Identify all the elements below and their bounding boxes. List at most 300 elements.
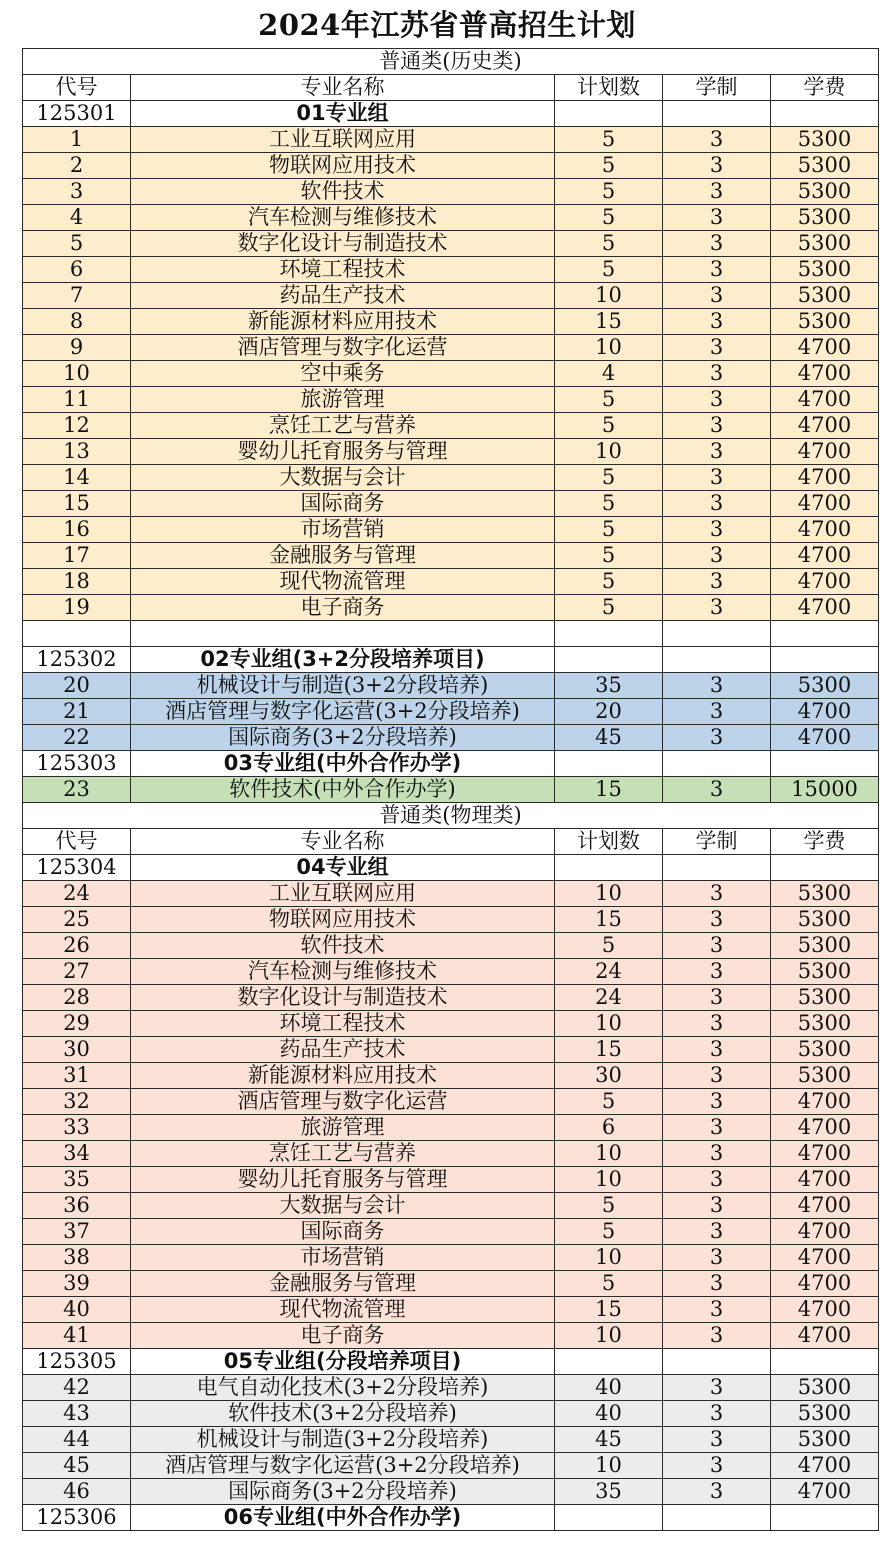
cell-code: 36: [23, 1193, 131, 1219]
table-row: [23, 1115, 879, 1141]
table-row: [23, 699, 879, 725]
cell-fee: 5300: [771, 985, 879, 1011]
group-name: 05专业组(分段培养项目): [131, 1349, 555, 1375]
cell-fee: 4700: [771, 1115, 879, 1141]
page-title: 2024年江苏省普高招生计划: [258, 8, 636, 42]
cell-fee: 4700: [771, 1167, 879, 1193]
cell-plan: 40: [555, 1401, 663, 1427]
table-row: [23, 1245, 879, 1271]
cell-plan: 10: [555, 1245, 663, 1271]
spacer-cell: [23, 621, 131, 647]
table-row: [23, 283, 879, 309]
cell-code: 42: [23, 1375, 131, 1401]
group-empty-cell: [771, 1349, 879, 1375]
table-row: [23, 543, 879, 569]
cell-years: 3: [663, 387, 771, 413]
cell-years: 3: [663, 1193, 771, 1219]
cell-years: 3: [663, 985, 771, 1011]
header-years: 学制: [663, 75, 771, 101]
cell-plan: 5: [555, 543, 663, 569]
header-fee: 学费: [771, 75, 879, 101]
cell-name: 药品生产技术: [131, 283, 555, 309]
group-code: 125306: [23, 1505, 131, 1531]
table-row: [23, 1011, 879, 1037]
cell-years: 3: [663, 569, 771, 595]
cell-fee: 5300: [771, 959, 879, 985]
group-empty-cell: [663, 751, 771, 777]
cell-code: 27: [23, 959, 131, 985]
cell-years: 3: [663, 1089, 771, 1115]
cell-code: 8: [23, 309, 131, 335]
cell-code: 18: [23, 569, 131, 595]
cell-code: 10: [23, 361, 131, 387]
cell-name: 国际商务(3+2分段培养): [131, 1479, 555, 1505]
table-row: [23, 933, 879, 959]
cell-fee: 5300: [771, 881, 879, 907]
cell-years: 3: [663, 1479, 771, 1505]
table-row: [23, 569, 879, 595]
cell-plan: 45: [555, 1427, 663, 1453]
cell-name: 软件技术(中外合作办学): [131, 777, 555, 803]
cell-fee: 5300: [771, 1401, 879, 1427]
table-row: [23, 777, 879, 803]
cell-name: 软件技术(3+2分段培养): [131, 1401, 555, 1427]
group-row: [23, 101, 879, 127]
cell-code: 3: [23, 179, 131, 205]
cell-name: 酒店管理与数字化运营(3+2分段培养): [131, 699, 555, 725]
group-empty-cell: [771, 647, 879, 673]
header-row: [23, 75, 879, 101]
cell-years: 3: [663, 309, 771, 335]
cell-code: 41: [23, 1323, 131, 1349]
table-row: [23, 179, 879, 205]
cell-plan: 5: [555, 1193, 663, 1219]
cell-code: 28: [23, 985, 131, 1011]
cell-years: 3: [663, 933, 771, 959]
cell-code: 26: [23, 933, 131, 959]
cell-name: 酒店管理与数字化运营(3+2分段培养): [131, 1453, 555, 1479]
cell-name: 工业互联网应用: [131, 127, 555, 153]
cell-plan: 5: [555, 517, 663, 543]
cell-years: 3: [663, 1115, 771, 1141]
cell-name: 现代物流管理: [131, 569, 555, 595]
cell-plan: 5: [555, 205, 663, 231]
group-row: [23, 1349, 879, 1375]
cell-plan: 40: [555, 1375, 663, 1401]
cell-fee: 5300: [771, 283, 879, 309]
cell-code: 31: [23, 1063, 131, 1089]
cell-years: 3: [663, 1427, 771, 1453]
cell-years: 3: [663, 1453, 771, 1479]
cell-name: 市场营销: [131, 1245, 555, 1271]
cell-years: 3: [663, 777, 771, 803]
cell-name: 物联网应用技术: [131, 153, 555, 179]
table-row: [23, 959, 879, 985]
cell-fee: 5300: [771, 1011, 879, 1037]
table-row: [23, 1141, 879, 1167]
cell-years: 3: [663, 1297, 771, 1323]
cell-name: 国际商务: [131, 491, 555, 517]
spacer-cell: [663, 621, 771, 647]
cell-code: 39: [23, 1271, 131, 1297]
header-plan: 计划数: [555, 829, 663, 855]
cell-fee: 5300: [771, 1427, 879, 1453]
cell-years: 3: [663, 517, 771, 543]
cell-fee: 4700: [771, 725, 879, 751]
cell-plan: 45: [555, 725, 663, 751]
cell-fee: 5300: [771, 127, 879, 153]
cell-years: 3: [663, 439, 771, 465]
cell-name: 汽车检测与维修技术: [131, 205, 555, 231]
cell-fee: 4700: [771, 1297, 879, 1323]
group-empty-cell: [663, 101, 771, 127]
table-row: [23, 153, 879, 179]
cell-years: 3: [663, 127, 771, 153]
cell-years: 3: [663, 1375, 771, 1401]
cell-name: 机械设计与制造(3+2分段培养): [131, 673, 555, 699]
cell-code: 25: [23, 907, 131, 933]
cell-name: 酒店管理与数字化运营: [131, 1089, 555, 1115]
cell-code: 33: [23, 1115, 131, 1141]
cell-code: 30: [23, 1037, 131, 1063]
cell-fee: 4700: [771, 517, 879, 543]
table-row: [23, 907, 879, 933]
cell-name: 国际商务(3+2分段培养): [131, 725, 555, 751]
cell-name: 工业互联网应用: [131, 881, 555, 907]
cell-plan: 10: [555, 1141, 663, 1167]
cell-code: 38: [23, 1245, 131, 1271]
cell-years: 3: [663, 335, 771, 361]
cell-fee: 5300: [771, 907, 879, 933]
cell-plan: 10: [555, 283, 663, 309]
cell-years: 3: [663, 1011, 771, 1037]
cell-name: 电子商务: [131, 595, 555, 621]
group-name: 04专业组: [131, 855, 555, 881]
table-row: [23, 1401, 879, 1427]
cell-plan: 5: [555, 1219, 663, 1245]
cell-name: 烹饪工艺与营养: [131, 1141, 555, 1167]
cell-years: 3: [663, 1401, 771, 1427]
group-empty-cell: [555, 1349, 663, 1375]
cell-code: 1: [23, 127, 131, 153]
cell-years: 3: [663, 673, 771, 699]
header-years: 学制: [663, 829, 771, 855]
cell-years: 3: [663, 725, 771, 751]
group-name: 01专业组: [131, 101, 555, 127]
cell-name: 电子商务: [131, 1323, 555, 1349]
cell-plan: 5: [555, 413, 663, 439]
cell-fee: 4700: [771, 1193, 879, 1219]
cell-fee: 5300: [771, 153, 879, 179]
cell-code: 6: [23, 257, 131, 283]
table-row: [23, 1479, 879, 1505]
table-row: [23, 1219, 879, 1245]
cell-years: 3: [663, 1323, 771, 1349]
cell-name: 数字化设计与制造技术: [131, 231, 555, 257]
cell-name: 数字化设计与制造技术: [131, 985, 555, 1011]
cell-fee: 4700: [771, 413, 879, 439]
cell-years: 3: [663, 153, 771, 179]
cell-code: 21: [23, 699, 131, 725]
cell-code: 17: [23, 543, 131, 569]
group-name: 02专业组(3+2分段培养项目): [131, 647, 555, 673]
cell-fee: 4700: [771, 1323, 879, 1349]
cell-code: 35: [23, 1167, 131, 1193]
cell-name: 现代物流管理: [131, 1297, 555, 1323]
cell-fee: 5300: [771, 933, 879, 959]
table-row: [23, 1323, 879, 1349]
header-row: [23, 829, 879, 855]
cell-years: 3: [663, 179, 771, 205]
cell-plan: 5: [555, 127, 663, 153]
table-row: [23, 881, 879, 907]
cell-name: 婴幼儿托育服务与管理: [131, 439, 555, 465]
table-row: [23, 1453, 879, 1479]
cell-fee: 4700: [771, 335, 879, 361]
cell-plan: 24: [555, 985, 663, 1011]
cell-plan: 35: [555, 673, 663, 699]
group-empty-cell: [555, 101, 663, 127]
cell-years: 3: [663, 1063, 771, 1089]
cell-code: 43: [23, 1401, 131, 1427]
table-row: [23, 1271, 879, 1297]
group-empty-cell: [663, 647, 771, 673]
cell-code: 7: [23, 283, 131, 309]
group-code: 125301: [23, 101, 131, 127]
cell-fee: 5300: [771, 673, 879, 699]
cell-years: 3: [663, 699, 771, 725]
cell-code: 15: [23, 491, 131, 517]
section-row: [23, 803, 879, 829]
table-row: [23, 361, 879, 387]
table-row: [23, 725, 879, 751]
cell-years: 3: [663, 491, 771, 517]
cell-fee: 4700: [771, 1453, 879, 1479]
cell-years: 3: [663, 283, 771, 309]
cell-code: 44: [23, 1427, 131, 1453]
cell-plan: 15: [555, 309, 663, 335]
cell-plan: 5: [555, 933, 663, 959]
cell-years: 3: [663, 205, 771, 231]
cell-code: 45: [23, 1453, 131, 1479]
cell-code: 20: [23, 673, 131, 699]
group-empty-cell: [771, 101, 879, 127]
cell-name: 金融服务与管理: [131, 1271, 555, 1297]
table-row: [23, 1167, 879, 1193]
cell-name: 国际商务: [131, 1219, 555, 1245]
cell-plan: 24: [555, 959, 663, 985]
cell-plan: 4: [555, 361, 663, 387]
cell-plan: 30: [555, 1063, 663, 1089]
cell-code: 13: [23, 439, 131, 465]
cell-plan: 5: [555, 465, 663, 491]
cell-fee: 5300: [771, 1375, 879, 1401]
cell-plan: 10: [555, 1323, 663, 1349]
cell-name: 环境工程技术: [131, 257, 555, 283]
group-name: 03专业组(中外合作办学): [131, 751, 555, 777]
cell-fee: 5300: [771, 231, 879, 257]
cell-fee: 5300: [771, 205, 879, 231]
cell-fee: 4700: [771, 361, 879, 387]
cell-plan: 15: [555, 1037, 663, 1063]
cell-plan: 10: [555, 1167, 663, 1193]
cell-name: 软件技术: [131, 179, 555, 205]
cell-name: 大数据与会计: [131, 1193, 555, 1219]
table-row: [23, 257, 879, 283]
cell-code: 5: [23, 231, 131, 257]
cell-fee: 4700: [771, 1271, 879, 1297]
cell-plan: 5: [555, 1271, 663, 1297]
cell-plan: 20: [555, 699, 663, 725]
cell-name: 新能源材料应用技术: [131, 1063, 555, 1089]
section-label: 普通类(物理类): [23, 803, 879, 829]
cell-plan: 5: [555, 595, 663, 621]
spacer-cell: [131, 621, 555, 647]
cell-name: 烹饪工艺与营养: [131, 413, 555, 439]
spacer-row: [23, 621, 879, 647]
header-name: 专业名称: [131, 75, 555, 101]
group-code: 125303: [23, 751, 131, 777]
cell-name: 大数据与会计: [131, 465, 555, 491]
table-row: [23, 1375, 879, 1401]
cell-fee: 4700: [771, 387, 879, 413]
cell-years: 3: [663, 465, 771, 491]
table-row: [23, 205, 879, 231]
cell-fee: 5300: [771, 257, 879, 283]
cell-fee: 5300: [771, 1063, 879, 1089]
table-row: [23, 413, 879, 439]
cell-years: 3: [663, 1167, 771, 1193]
cell-plan: 5: [555, 231, 663, 257]
table-row: [23, 491, 879, 517]
cell-name: 电气自动化技术(3+2分段培养): [131, 1375, 555, 1401]
spacer-cell: [555, 621, 663, 647]
cell-code: 34: [23, 1141, 131, 1167]
cell-plan: 6: [555, 1115, 663, 1141]
cell-years: 3: [663, 907, 771, 933]
group-empty-cell: [771, 1505, 879, 1531]
table-row: [23, 1297, 879, 1323]
cell-code: 46: [23, 1479, 131, 1505]
cell-fee: 4700: [771, 699, 879, 725]
table-row: [23, 231, 879, 257]
header-plan: 计划数: [555, 75, 663, 101]
cell-years: 3: [663, 257, 771, 283]
cell-years: 3: [663, 361, 771, 387]
cell-plan: 10: [555, 881, 663, 907]
cell-fee: 4700: [771, 543, 879, 569]
cell-name: 软件技术: [131, 933, 555, 959]
cell-code: 40: [23, 1297, 131, 1323]
cell-years: 3: [663, 543, 771, 569]
group-empty-cell: [555, 751, 663, 777]
cell-code: 4: [23, 205, 131, 231]
cell-code: 12: [23, 413, 131, 439]
cell-fee: 15000: [771, 777, 879, 803]
cell-code: 32: [23, 1089, 131, 1115]
cell-name: 空中乘务: [131, 361, 555, 387]
group-empty-cell: [555, 1505, 663, 1531]
cell-fee: 4700: [771, 1479, 879, 1505]
group-row: [23, 647, 879, 673]
group-empty-cell: [663, 1349, 771, 1375]
cell-plan: 10: [555, 439, 663, 465]
cell-fee: 4700: [771, 1089, 879, 1115]
cell-years: 3: [663, 1141, 771, 1167]
cell-years: 3: [663, 595, 771, 621]
cell-fee: 4700: [771, 1141, 879, 1167]
cell-code: 29: [23, 1011, 131, 1037]
cell-plan: 10: [555, 335, 663, 361]
cell-fee: 4700: [771, 439, 879, 465]
cell-fee: 4700: [771, 569, 879, 595]
cell-plan: 15: [555, 907, 663, 933]
group-row: [23, 855, 879, 881]
cell-name: 环境工程技术: [131, 1011, 555, 1037]
cell-name: 物联网应用技术: [131, 907, 555, 933]
cell-plan: 5: [555, 153, 663, 179]
header-fee: 学费: [771, 829, 879, 855]
table-row: [23, 595, 879, 621]
cell-years: 3: [663, 1245, 771, 1271]
group-row: [23, 1505, 879, 1531]
table-row: [23, 387, 879, 413]
cell-fee: 4700: [771, 465, 879, 491]
cell-code: 14: [23, 465, 131, 491]
group-code: 125302: [23, 647, 131, 673]
group-code: 125304: [23, 855, 131, 881]
enrollment-table: [22, 48, 879, 1531]
table-row: [23, 465, 879, 491]
table-row: [23, 1063, 879, 1089]
cell-code: 22: [23, 725, 131, 751]
cell-years: 3: [663, 959, 771, 985]
cell-name: 酒店管理与数字化运营: [131, 335, 555, 361]
section-row: [23, 49, 879, 75]
cell-code: 23: [23, 777, 131, 803]
table-row: [23, 517, 879, 543]
header-name: 专业名称: [131, 829, 555, 855]
cell-code: 9: [23, 335, 131, 361]
cell-fee: 4700: [771, 1219, 879, 1245]
cell-name: 机械设计与制造(3+2分段培养): [131, 1427, 555, 1453]
table-row: [23, 439, 879, 465]
cell-years: 3: [663, 413, 771, 439]
cell-plan: 10: [555, 1453, 663, 1479]
cell-plan: 10: [555, 1011, 663, 1037]
group-empty-cell: [771, 855, 879, 881]
cell-code: 2: [23, 153, 131, 179]
table-row: [23, 1193, 879, 1219]
cell-years: 3: [663, 1271, 771, 1297]
header-code: 代号: [23, 75, 131, 101]
table-row: [23, 985, 879, 1011]
cell-fee: 5300: [771, 309, 879, 335]
group-name: 06专业组(中外合作办学): [131, 1505, 555, 1531]
group-empty-cell: [663, 1505, 771, 1531]
cell-plan: 5: [555, 257, 663, 283]
cell-years: 3: [663, 231, 771, 257]
cell-name: 旅游管理: [131, 387, 555, 413]
cell-name: 婴幼儿托育服务与管理: [131, 1167, 555, 1193]
cell-fee: 5300: [771, 179, 879, 205]
table-row: [23, 309, 879, 335]
cell-plan: 5: [555, 491, 663, 517]
table-row: [23, 335, 879, 361]
cell-plan: 15: [555, 777, 663, 803]
cell-plan: 15: [555, 1297, 663, 1323]
table-row: [23, 1089, 879, 1115]
